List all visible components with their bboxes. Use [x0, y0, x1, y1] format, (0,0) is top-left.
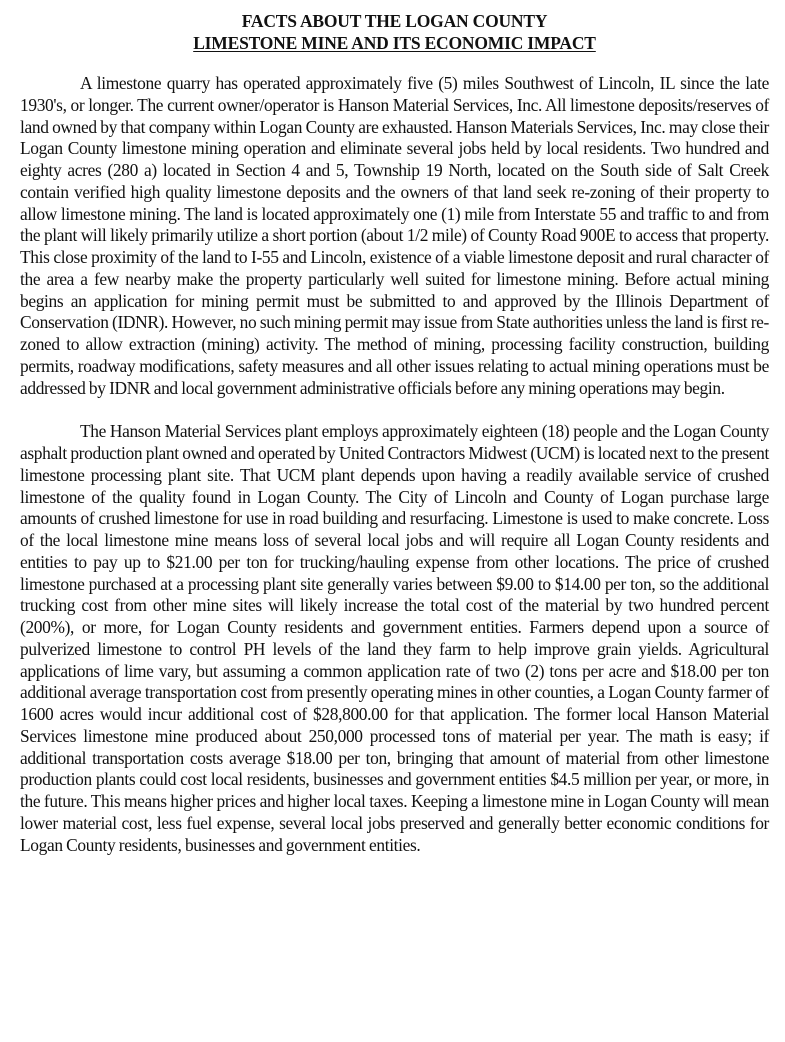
paragraph-quarry-background: A limestone quarry has operated approximately five (5) miles Southwest of Lincoln, IL since the late 1930's, or longer. The current owner/operator is Hanson Material Services, Inc. All limestone deposits/reserves of land owned by that company within Logan County are exhausted. Hanson Materials Services, Inc. may close their Logan County limestone mining operation and eliminate several jobs held by local residents. Two hundred and eighty acres (280 a) located in Section 4 and 5, Township 19 North, located on the South side of Salt Creek contain verified high quality limestone deposits and the owners of that land seek re-zoning of their property to allow limestone mining. The land is located approximately one (1) mile from Interstate 55 and traffic to and from the plant will likely primarily utilize a short portion (about 1/2 mile) of County Road 900E to access that property. This close proximity of the land to I-55 and Lincoln, existence of a viable limestone deposit and rural character of the area a few nearby make the property particularly well suited for limestone mining. Before actual mining begins an application for mining permit must be submitted to and approved by the Illinois Department of Conservation (IDNR). However, no such mining permit may issue from State authorities unless the land is first re-zoned to allow extraction (mining) activity. The method of mining, processing facility construction, building permits, roadway modifications, safety measures and all other issues relating to actual mining operations must be addressed by IDNR and local government administrative officials before any mining operations may begin. [20, 73, 769, 398]
paragraph-economic-impact: The Hanson Material Services plant employs approximately eighteen (18) people and the Logan County asphalt production plant owned and operated by United Contractors Midwest (UCM) is located next to the present limestone processing plant site. That UCM plant depends upon having a readily available service of crushed limestone of the quality found in Logan County. The City of Lincoln and County of Logan purchase large amounts of crushed limestone for use in road building and resurfacing. Limestone is used to make concrete. Loss of the local limestone mine means loss of several local jobs and will require all Logan County residents and entities to pay up to $21.00 per ton for trucking/hauling expense from other locations. The price of crushed limestone purchased at a processing plant site generally varies between $9.00 to $14.00 per ton, so the additional trucking cost from other mine sites will likely increase the total cost of the material by two hundred percent (200%), or more, for Logan County residents and government entities. Farmers depend upon a source of pulverized limestone to control PH levels of the land they farm to help improve grain yields. Agricultural applications of lime vary, but assuming a common application rate of two (2) tons per acre and $18.00 per ton additional average transportation cost from presently operating mines in other counties, a Logan County farmer of 1600 acres would incur additional cost of $28,800.00 for that application. The former local Hanson Material Services limestone mine produced about 250,000 processed tons of material per year. The math is easy; if additional transportation costs average $18.00 per ton, bringing that amount of material from other limestone production plants could cost local residents, businesses and government entities $4.5 million per year, or more, in the future. This means higher prices and higher local taxes. Keeping a limestone mine in Logan County will mean lower material cost, less fuel expense, several local jobs preserved and generally better economic conditions for Logan County residents, businesses and government entities. [20, 421, 769, 855]
title-line-2-underlined: LIMESTONE MINE AND ITS ECONOMIC IMPACT [193, 33, 596, 53]
title-line-1: FACTS ABOUT THE LOGAN COUNTY [241, 11, 548, 31]
document-title [20, 10, 769, 54]
document-page [20, 10, 769, 856]
